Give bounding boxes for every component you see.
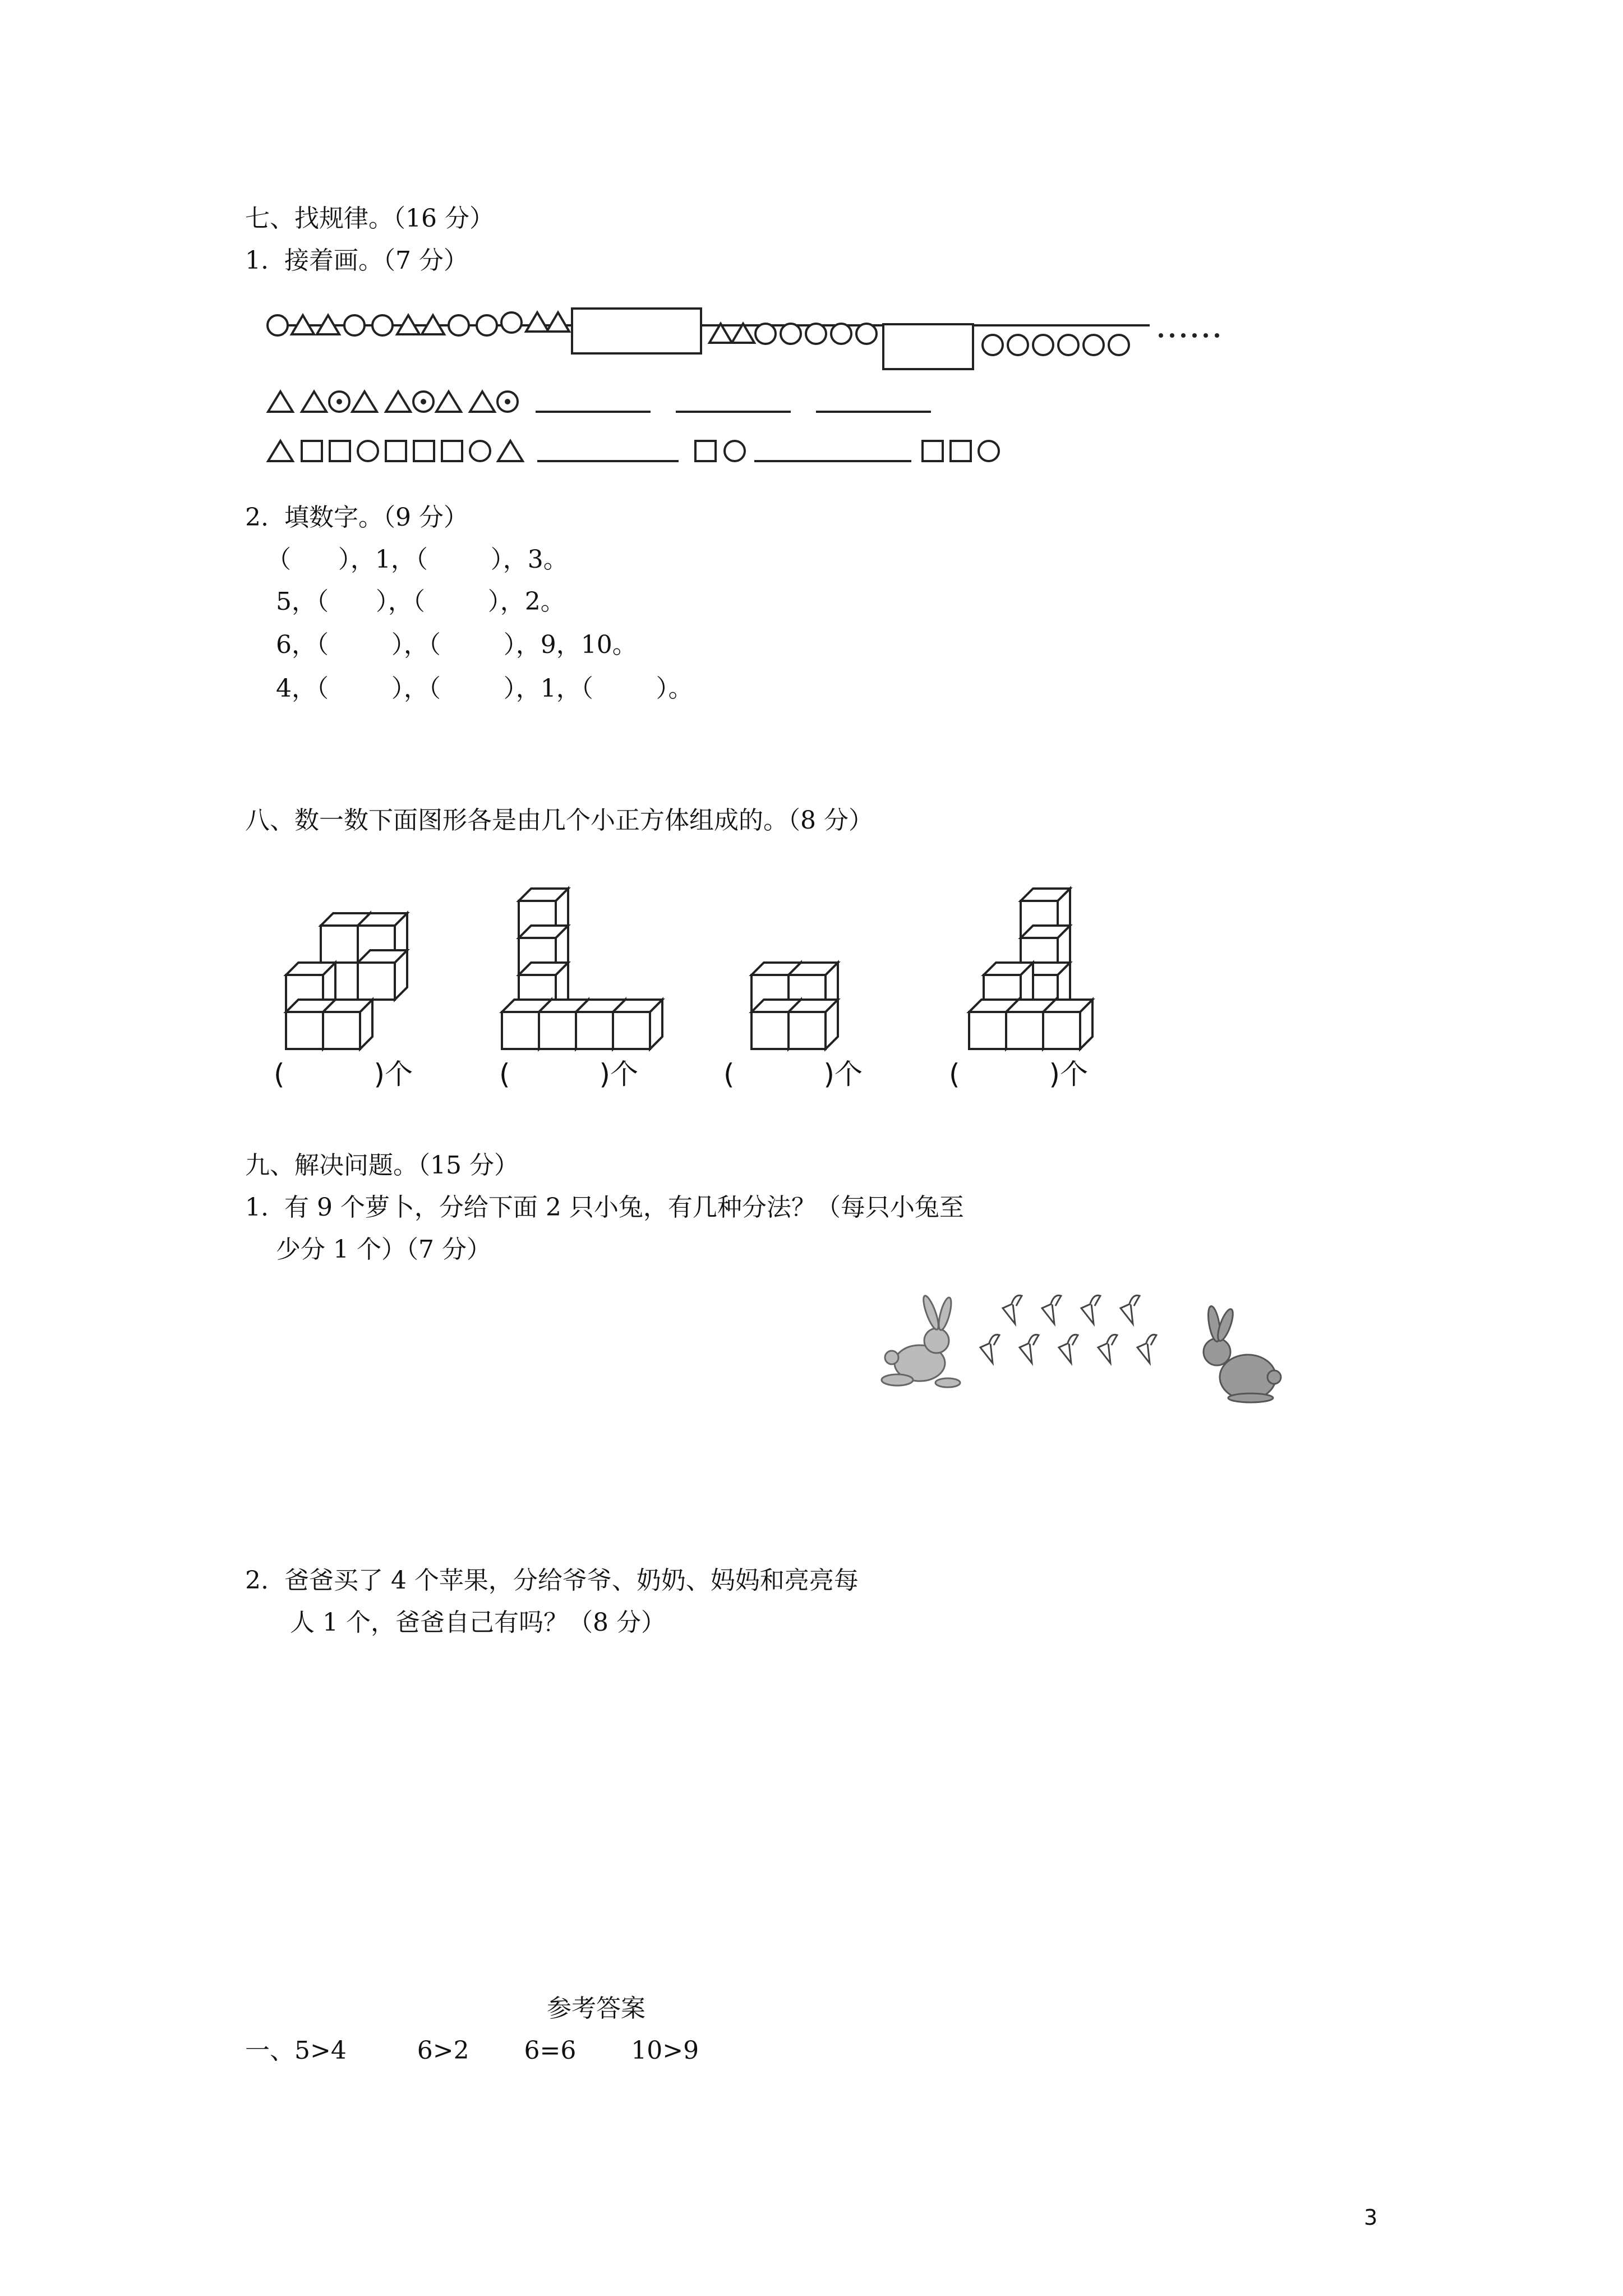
answer-box-1 bbox=[572, 309, 701, 353]
carrot bbox=[1098, 1343, 1110, 1363]
bead-triangle bbox=[709, 324, 732, 343]
bead-circle bbox=[856, 324, 877, 344]
bead-circle bbox=[1109, 335, 1129, 355]
bead-circle bbox=[268, 315, 288, 335]
bead-circle bbox=[1033, 335, 1053, 355]
carrot-leaf bbox=[1146, 1335, 1156, 1345]
answer-key-line1: 一、5>4 6>2 6=6 10>9 bbox=[245, 2036, 699, 2065]
cube-face bbox=[576, 1012, 613, 1049]
cube-answer-1: ( )个 bbox=[274, 1058, 413, 1091]
cube-answer-3: ( )个 bbox=[723, 1058, 863, 1091]
cube-face bbox=[789, 1012, 826, 1049]
fill-number-line-1: （ ），1，（ ），3。 bbox=[266, 545, 568, 574]
cube-face bbox=[286, 1012, 323, 1049]
fill-number-line-2: 5，（ ），（ ），2。 bbox=[276, 587, 565, 616]
carrot bbox=[1137, 1343, 1150, 1363]
cube-face bbox=[1043, 1012, 1080, 1049]
cube-face bbox=[969, 1012, 1006, 1049]
carrot-leaf bbox=[1129, 1295, 1140, 1306]
bead-circle bbox=[501, 312, 522, 333]
carrot-leaf bbox=[1068, 1335, 1078, 1345]
cube-face bbox=[613, 1012, 650, 1049]
section9-q2-line2: 人 1 个，爸爸自己有吗？（8 分） bbox=[290, 1608, 666, 1637]
bead-circle bbox=[1008, 335, 1028, 355]
bead-triangle bbox=[547, 312, 569, 332]
section7-title: 七、找规律。（16 分） bbox=[245, 204, 494, 233]
cube-face bbox=[358, 963, 395, 1000]
carrot bbox=[980, 1343, 993, 1363]
bead-circle bbox=[983, 335, 1003, 355]
cube-face bbox=[751, 1012, 789, 1049]
carrot-leaf bbox=[1107, 1335, 1117, 1345]
bead-circle bbox=[449, 315, 469, 335]
carrot-leaf bbox=[1090, 1295, 1100, 1306]
section9-q1-line2: 少分 1 个）（7 分） bbox=[276, 1235, 491, 1264]
bead-circle bbox=[806, 324, 826, 344]
rabbits-carrots-illustration bbox=[0, 1279, 1623, 1425]
carrot-leaf bbox=[1051, 1295, 1061, 1306]
cube-answer-2: ( )个 bbox=[499, 1058, 638, 1091]
cube-face bbox=[321, 926, 358, 963]
bead-triangle bbox=[526, 312, 548, 332]
rabbit-left bbox=[882, 1294, 960, 1387]
carrot bbox=[1121, 1304, 1133, 1324]
carrot bbox=[1059, 1343, 1071, 1363]
carrot bbox=[1042, 1304, 1054, 1324]
cube-face bbox=[323, 1012, 360, 1049]
section7-q1-title: 1. 接着画。（7 分） bbox=[245, 246, 468, 275]
carrot-leaf bbox=[1012, 1295, 1022, 1306]
bead-circle bbox=[1083, 335, 1104, 355]
triangle-circle-pattern bbox=[0, 387, 1623, 421]
bead-circle bbox=[1058, 335, 1078, 355]
bead-circle bbox=[344, 315, 365, 335]
answer-box-2 bbox=[883, 324, 973, 369]
section9-q2-line1: 2. 爸爸买了 4 个苹果，分给爷爷、奶奶、妈妈和亮亮每 bbox=[245, 1566, 859, 1595]
fill-number-line-4: 4，（ ），（ ），1，（ ）。 bbox=[276, 674, 693, 703]
carrot bbox=[1003, 1304, 1015, 1324]
bead-pattern-figure bbox=[0, 292, 1623, 359]
section7-q2-title: 2. 填数字。（9 分） bbox=[245, 503, 468, 532]
square-circle-pattern bbox=[0, 436, 1623, 470]
bead-circle bbox=[831, 324, 851, 344]
cube-answer-4: ( )个 bbox=[949, 1058, 1088, 1091]
carrot bbox=[1081, 1304, 1094, 1324]
bead-triangle bbox=[732, 324, 754, 343]
carrot-leaf bbox=[1029, 1335, 1039, 1345]
bead-circle bbox=[755, 324, 776, 344]
cube-face bbox=[502, 1012, 539, 1049]
cube-face bbox=[539, 1012, 576, 1049]
section8-title: 八、数一数下面图形各是由几个小正方体组成的。（8 分） bbox=[245, 806, 873, 835]
bead-circle bbox=[781, 324, 801, 344]
rabbit-right bbox=[1204, 1305, 1281, 1402]
section9-title: 九、解决问题。（15 分） bbox=[245, 1151, 519, 1180]
bead-circle bbox=[477, 315, 497, 335]
page-number: 3 bbox=[1364, 2205, 1378, 2230]
cube-face bbox=[1006, 1012, 1043, 1049]
section9-q1-line1: 1. 有 9 个萝卜，分给下面 2 只小兔，有几种分法？（每只小兔至 bbox=[245, 1193, 964, 1222]
fill-number-line-3: 6，（ ），（ ），9，10。 bbox=[276, 631, 637, 659]
carrot-leaf bbox=[989, 1335, 999, 1345]
answer-key-title: 参考答案 bbox=[547, 1994, 645, 2023]
bead-circle bbox=[372, 315, 393, 335]
carrot bbox=[1020, 1343, 1032, 1363]
